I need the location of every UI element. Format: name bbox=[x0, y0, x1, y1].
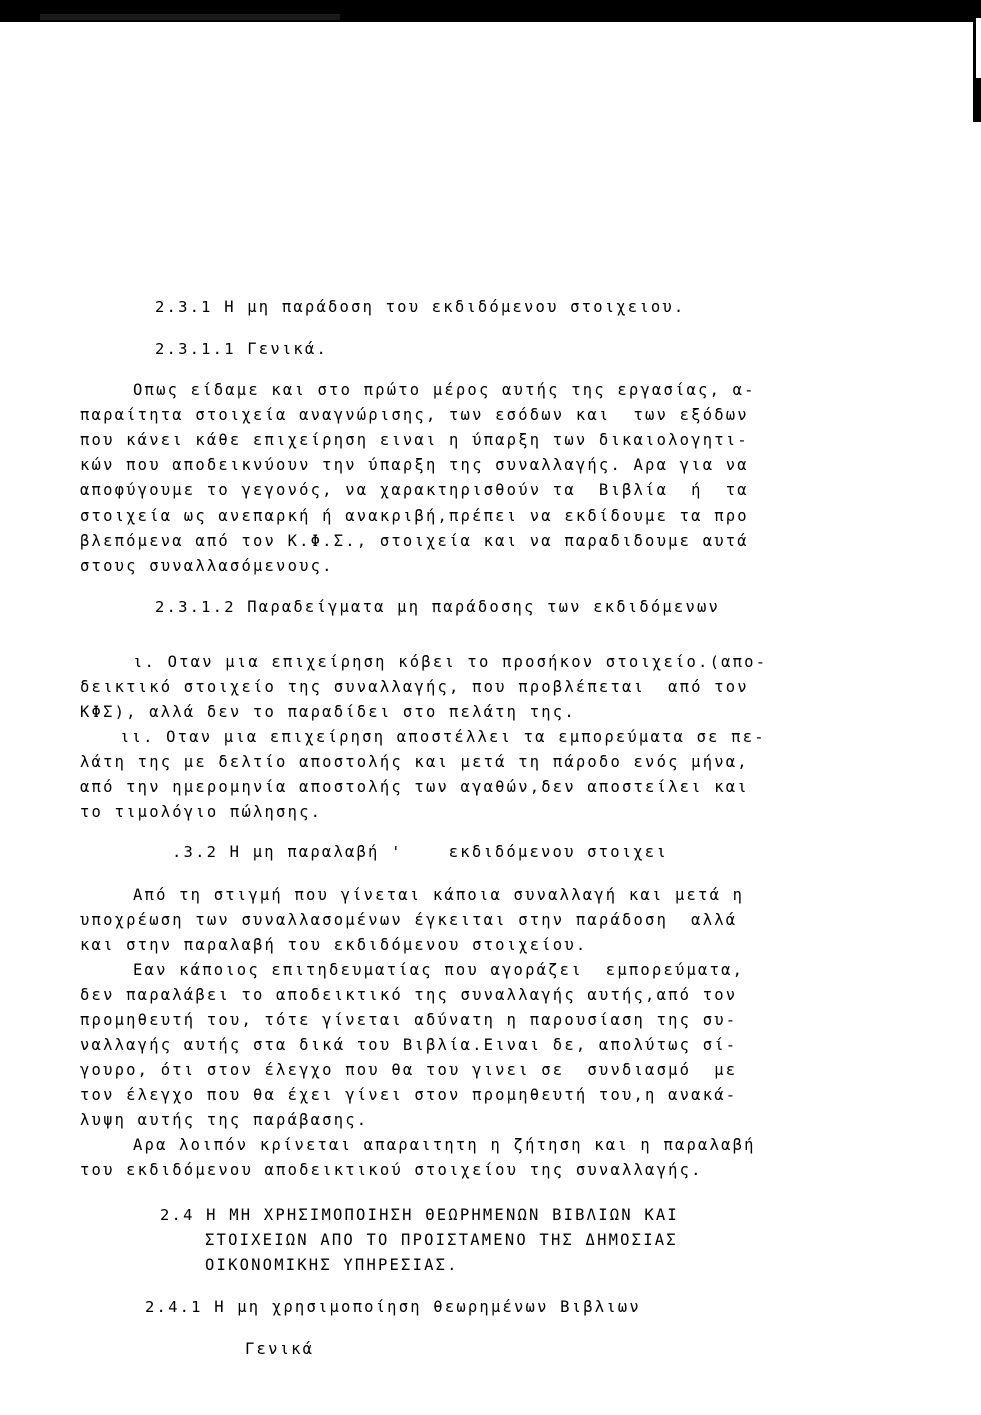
paragraph-line: ι. Οταν μια επιχείρηση κόβει το προσήκον στοιχείο.(απο- bbox=[133, 653, 768, 671]
paragraph-line: κών που αποδεικνύουν την ύπαρξη της συναλλαγής. Αρα για να bbox=[80, 456, 749, 474]
scan-artifact bbox=[976, 18, 981, 78]
paragraph-line: Εαν κάποιος επιτηδευματίας που αγοράζει εμπορεύματα, bbox=[133, 961, 745, 979]
paragraph-line: στοιχεία ως ανεπαρκή ή ανακριβή,πρέπει να εκδίδουμε τα προ bbox=[80, 507, 749, 525]
paragraph-line: στους συναλλασόμενους. bbox=[80, 557, 334, 575]
paragraph-line: γουρο, ότι στον έλεγχο που θα του γινει σε συνδιασμό με bbox=[80, 1061, 738, 1079]
scan-artifact bbox=[40, 14, 340, 20]
paragraph-line: δεικτικό στοιχείο της συναλλαγής, που προβλέπεται από τον bbox=[80, 678, 749, 696]
paragraph-line: λυψη αυτής της παράβασης. bbox=[80, 1111, 369, 1129]
paragraph-line: που κάνει κάθε επιχείρηση ειναι η ύπαρξη των δικαιολογητι- bbox=[80, 431, 749, 449]
paragraph-line: λάτη της με δελτίο αποστολής και μετά τη πάροδο ενός μήνα, bbox=[80, 753, 749, 771]
section-heading-2-3-2: .3.2 Η μη παραλαβή ' εκδιδόμενου στοιχει bbox=[172, 843, 668, 861]
section-heading-2-4: ΣΤΟΙΧΕΙΩΝ ΑΠΟ ΤΟ ΠΡΟΙΣΤΑΜΕΝΟ ΤΗΣ ΔΗΜΟΣΙΑΣ bbox=[205, 1231, 678, 1249]
paragraph-line: υποχρέωση των συναλλασομένων έγκειται στην παράδοση αλλά bbox=[80, 911, 738, 929]
paragraph-line: του εκδιδόμενου αποδεικτικού στοιχείου της συναλλαγής. bbox=[80, 1161, 703, 1179]
paragraph-line: και στην παραλαβή του εκδιδόμενου στοιχείου. bbox=[80, 936, 588, 954]
paragraph-line: ιι. Οταν μια επιχείρηση αποστέλλει τα εμπορεύματα σε πε- bbox=[120, 728, 766, 746]
section-heading-2-4: 2.4 Η ΜΗ ΧΡΗΣΙΜΟΠΟΙΗΣΗ ΘΕΩΡΗΜΕΝΩΝ ΒΙΒΛΙΩΝ ΚΑΙ bbox=[160, 1206, 679, 1224]
section-heading-2-4: ΟΙΚΟΝΟΜΙΚΗΣ ΥΠΗΡΕΣΙΑΣ. bbox=[205, 1256, 459, 1274]
paragraph-line: Οπως είδαμε και στο πρώτο μέρος αυτής της εργασίας, α- bbox=[133, 381, 756, 399]
paragraph-line: τον έλεγχο που θα έχει γίνει στον προμηθευτή του,η ανακά- bbox=[80, 1086, 738, 1104]
paragraph-line: Από τη στιγμή που γίνεται κάποια συναλλαγή και μετά η bbox=[133, 886, 745, 904]
paragraph-line: από την ημερομηνία αποστολής των αγαθών,δεν αποστείλει και bbox=[80, 778, 749, 796]
paragraph-line: αποφύγουμε το γεγονός, να χαρακτηρισθούν τα Βιβλία ή τα bbox=[80, 481, 749, 499]
paragraph-line: το τιμολόγιο πώλησης. bbox=[80, 803, 323, 821]
scan-top-border bbox=[0, 0, 981, 22]
paragraph-line: παραίτητα στοιχεία αναγνώρισης, των εσόδων και των εξόδων bbox=[80, 406, 749, 424]
subheading-general: Γενικά bbox=[245, 1340, 315, 1358]
section-heading-2-3-1: 2.3.1 Η μη παράδοση του εκδιδόμενου στοιχειου. bbox=[155, 298, 686, 316]
paragraph-line: βλεπόμενα από τον Κ.Φ.Σ., στοιχεία και να παραδιδουμε αυτά bbox=[80, 532, 749, 550]
section-heading-2-3-1-2: 2.3.1.2 Παραδείγματα μη παράδοσης των εκδιδόμενων bbox=[155, 598, 721, 616]
section-heading-2-4-1: 2.4.1 Η μη χρησιμοποίηση θεωρημένων Βιβλιων bbox=[145, 1298, 641, 1316]
paragraph-line: δεν παραλάβει το αποδεικτικό της συναλλαγής αυτής,από τον bbox=[80, 986, 738, 1004]
paragraph-line: ΚΦΣ), αλλά δεν το παραδίδει στο πελάτη της. bbox=[80, 703, 576, 721]
section-heading-2-3-1-1: 2.3.1.1 Γενικά. bbox=[155, 340, 328, 358]
paragraph-line: ναλλαγής αυτής στα δικά του Βιβλία.Ειναι δε, απολύτως σί- bbox=[80, 1036, 738, 1054]
paragraph-line: προμηθευτή του, τότε γίνεται αδύνατη η παρουσίαση της συ- bbox=[80, 1011, 738, 1029]
paragraph-line: Αρα λοιπόν κρίνεται απαραιτητη η ζήτηση και η παραλαβή bbox=[133, 1136, 756, 1154]
